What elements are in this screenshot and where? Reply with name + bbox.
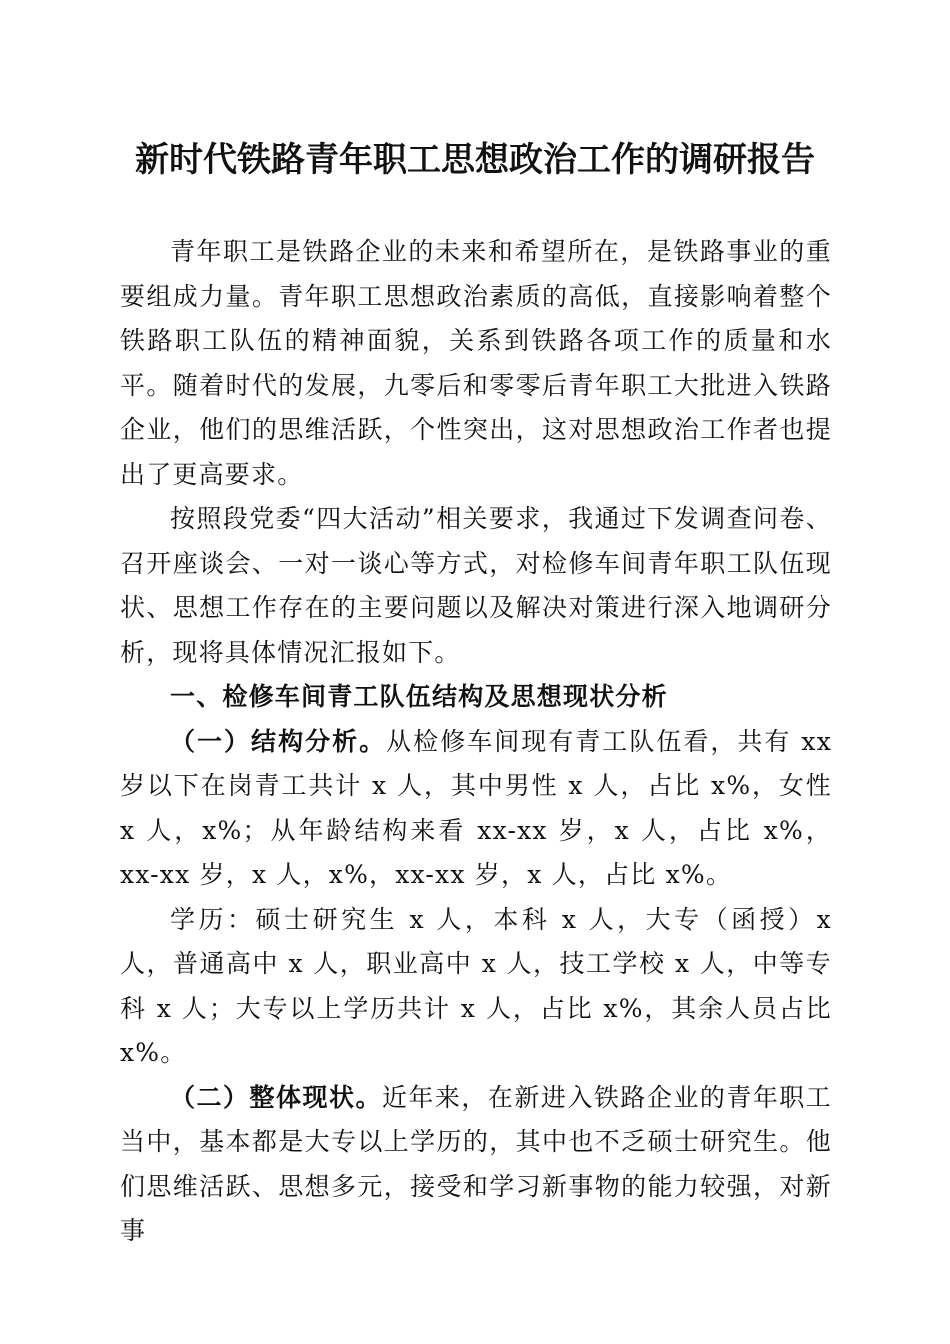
page-title: 新时代铁路青年职工思想政治工作的调研报告 — [135, 140, 815, 180]
structure-paragraph — [120, 720, 832, 898]
status-label: （二）整体现状。 — [170, 1082, 382, 1112]
structure-text: 从检修车间现有青工队伍看，共有 xx 岁以下在岗青工共计 x 人，其中男性 x 人，占比 x%，女性 x 人，x%；从年龄结构来看 xx-xx 岁，x 人，占比 x%，xx-xx 岁，x 人，x%，xx-xx 岁，x 人，占比 x%。 — [120, 726, 832, 889]
education-paragraph: 学历：硕士研究生 x 人，本科 x 人，大专（函授）x 人，普通高中 x 人，职业高中 x 人，技工学校 x 人，中等专科 x 人；大专以上学历共计 x 人，占比 x%，其余人员占比 x%。 — [120, 904, 832, 1067]
intro-paragraph: 青年职工是铁路企业的未来和希望所在，是铁路事业的重要组成力量。青年职工思想政治素质的高低，直接影响着整个铁路职工队伍的精神面貌，关系到铁路各项工作的质量和水平。随着时代的发展，九零后和零零后青年职工大批进入铁路企业，他们的思维活跃，个性突出，这对思想政治工作者也提出了更高要求。 — [120, 237, 832, 489]
document-body — [120, 230, 832, 1254]
status-text: 近年来，在新进入铁路企业的青年职工当中，基本都是大专以上学历的，其中也不乏硕士研究生。他们思维活跃、思想多元，接受和学习新事物的能力较强，对新事 — [120, 1082, 832, 1245]
section-heading: 一、检修车间青工队伍结构及思想现状分析 — [170, 682, 668, 711]
method-paragraph: 按照段党委“四大活动”相关要求，我通过下发调查问卷、召开座谈会、一对一谈心等方式，对检修车间青年职工队伍现状、思想工作存在的主要问题以及解决对策进行深入地调研分析，现将具体情况汇报如下。 — [120, 504, 832, 667]
structure-label: （一）结构分析。 — [170, 726, 387, 756]
status-paragraph — [120, 1076, 832, 1254]
